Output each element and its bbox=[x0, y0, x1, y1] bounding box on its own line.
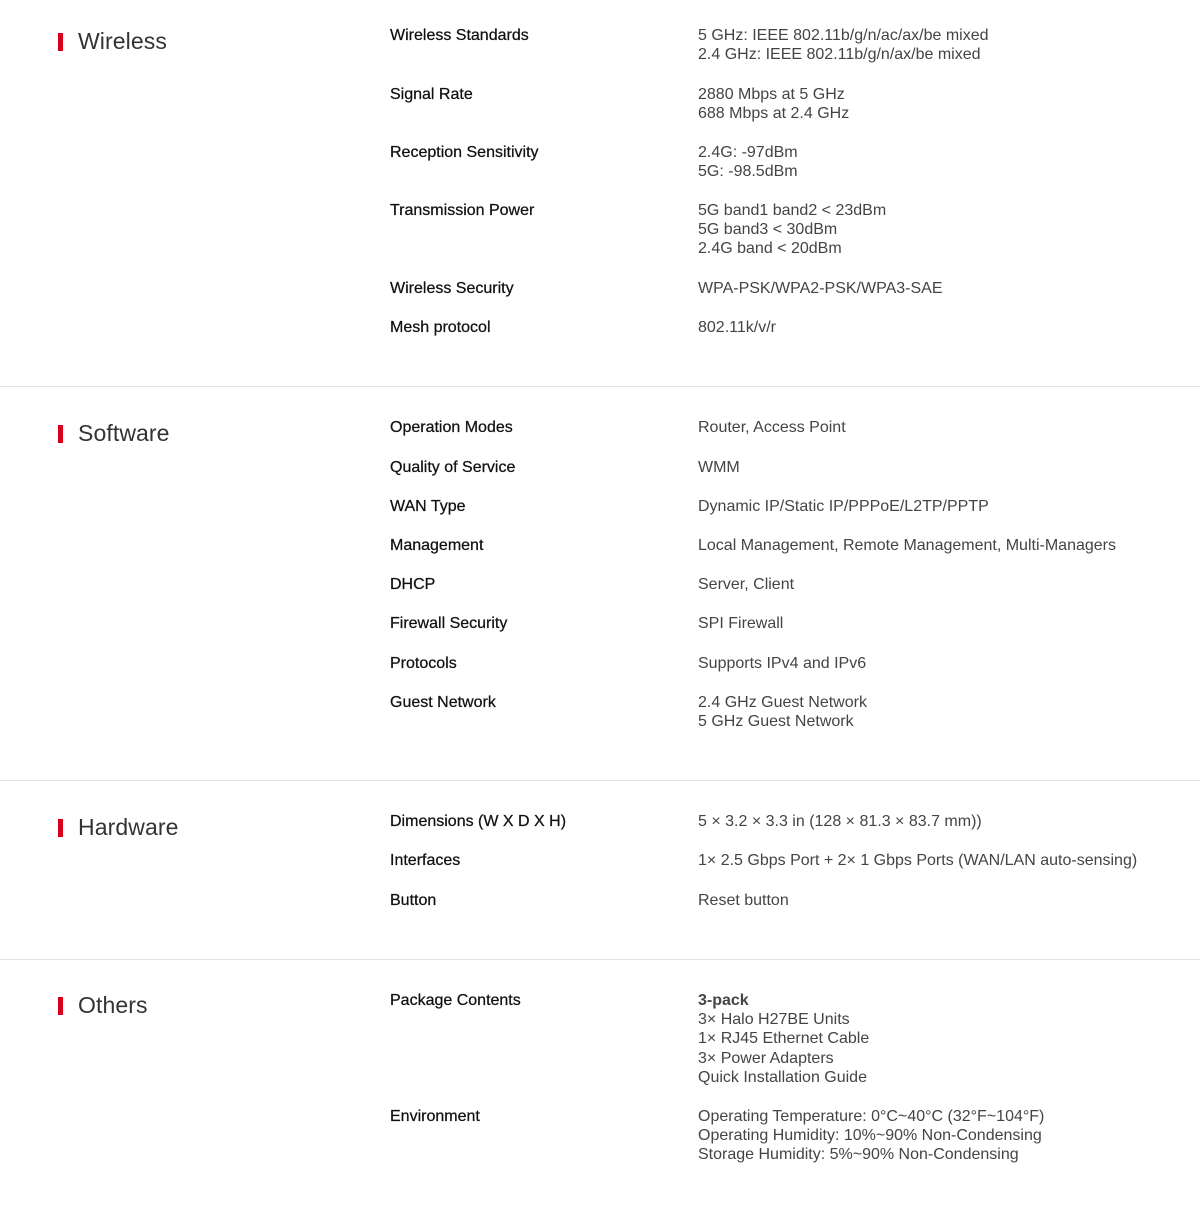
spec-label: Wireless Standards bbox=[390, 27, 529, 44]
spec-label: Mesh protocol bbox=[390, 319, 491, 336]
spec-value-line: Supports IPv4 and IPv6 bbox=[698, 655, 867, 672]
spec-label: DHCP bbox=[390, 576, 436, 593]
spec-value-line: Operating Temperature: 0°C~40°C (32°F~104°F) bbox=[698, 1108, 1045, 1125]
spec-value bbox=[698, 497, 1178, 516]
spec-value bbox=[698, 318, 1178, 337]
spec-value bbox=[698, 26, 1178, 64]
spec-label: Protocols bbox=[390, 655, 457, 672]
spec-value-line: Storage Humidity: 5%~90% Non-Condensing bbox=[698, 1146, 1019, 1164]
spec-value-line: 688 Mbps at 2.4 GHz bbox=[698, 105, 850, 123]
spec-value-line: 1× 2.5 Gbps Port + 2× 1 Gbps Ports (WAN/LAN auto-sensing) bbox=[698, 852, 1138, 869]
spec-value-line: 2.4 GHz Guest Network bbox=[698, 694, 867, 711]
spec-value-line: Dynamic IP/Static IP/PPPoE/L2TP/PPTP bbox=[698, 498, 989, 515]
spec-value bbox=[698, 536, 1178, 555]
section-divider bbox=[0, 780, 1200, 781]
spec-value-line: 3× Halo H27BE Units bbox=[698, 1011, 850, 1029]
spec-value bbox=[698, 891, 1178, 910]
spec-value-line: 5G: -98.5dBm bbox=[698, 163, 798, 181]
spec-value-line: 1× RJ45 Ethernet Cable bbox=[698, 1030, 870, 1048]
section-divider bbox=[0, 386, 1200, 387]
spec-value-line: Operating Humidity: 10%~90% Non-Condensing bbox=[698, 1127, 1042, 1145]
spec-label: Transmission Power bbox=[390, 202, 535, 219]
spec-value bbox=[698, 279, 1178, 298]
spec-value-line: 2880 Mbps at 5 GHz bbox=[698, 86, 845, 103]
spec-value-line: 3× Power Adapters bbox=[698, 1049, 834, 1067]
spec-value bbox=[698, 851, 1178, 870]
spec-value bbox=[698, 991, 1178, 1087]
section-accent-bar bbox=[58, 997, 63, 1015]
section-accent-bar bbox=[58, 425, 63, 443]
spec-label: Signal Rate bbox=[390, 86, 473, 103]
section-title: Others bbox=[78, 992, 148, 1018]
spec-value-line: 5 × 3.2 × 3.3 in (128 × 81.3 × 83.7 mm)) bbox=[698, 813, 982, 830]
spec-value bbox=[698, 654, 1178, 673]
spec-value-line: 802.11k/v/r bbox=[698, 319, 776, 336]
spec-label: Operation Modes bbox=[390, 419, 513, 436]
section-title: Wireless bbox=[78, 28, 167, 54]
section-heading-wireless bbox=[58, 28, 167, 55]
spec-label: Environment bbox=[390, 1108, 480, 1125]
spec-value-line: 5G band3 < 30dBm bbox=[698, 221, 838, 239]
spec-value-line: Reset button bbox=[698, 892, 789, 909]
spec-label: Interfaces bbox=[390, 852, 461, 869]
section-title: Hardware bbox=[78, 814, 179, 840]
spec-value bbox=[698, 458, 1178, 477]
spec-value-line: WPA-PSK/WPA2-PSK/WPA3-SAE bbox=[698, 280, 943, 297]
section-accent-bar bbox=[58, 819, 63, 837]
spec-value-line: WMM bbox=[698, 459, 740, 476]
spec-label: Firewall Security bbox=[390, 615, 508, 632]
spec-value bbox=[698, 1107, 1178, 1165]
spec-label: Dimensions (W X D X H) bbox=[390, 813, 567, 830]
spec-value-line: Local Management, Remote Management, Multi-Managers bbox=[698, 537, 1116, 554]
spec-label: Management bbox=[390, 537, 484, 554]
spec-label: Wireless Security bbox=[390, 280, 514, 297]
spec-value bbox=[698, 575, 1178, 594]
spec-value bbox=[698, 418, 1178, 437]
section-heading-hardware bbox=[58, 814, 179, 841]
spec-value-line: Router, Access Point bbox=[698, 419, 846, 436]
spec-label: WAN Type bbox=[390, 498, 466, 515]
spec-value-line: 2.4G: -97dBm bbox=[698, 144, 798, 161]
spec-value-line: 5 GHz: IEEE 802.11b/g/n/ac/ax/be mixed bbox=[698, 27, 989, 44]
spec-value-line: Server, Client bbox=[698, 576, 795, 593]
spec-label: Button bbox=[390, 892, 437, 909]
spec-value bbox=[698, 201, 1178, 259]
section-divider bbox=[0, 959, 1200, 960]
section-title: Software bbox=[78, 420, 170, 446]
spec-value bbox=[698, 143, 1178, 181]
section-heading-others bbox=[58, 992, 148, 1019]
spec-value bbox=[698, 693, 1178, 731]
spec-value-line: Quick Installation Guide bbox=[698, 1068, 867, 1086]
spec-label: Quality of Service bbox=[390, 459, 516, 476]
spec-label: Reception Sensitivity bbox=[390, 144, 539, 161]
spec-value-line: 2.4 GHz: IEEE 802.11b/g/n/ax/be mixed bbox=[698, 46, 981, 64]
spec-value bbox=[698, 812, 1178, 831]
spec-value-line: 3-pack bbox=[698, 992, 749, 1009]
spec-value-line: 2.4G band < 20dBm bbox=[698, 240, 842, 258]
spec-value bbox=[698, 614, 1178, 633]
section-accent-bar bbox=[58, 33, 63, 51]
spec-value-line: 5G band1 band2 < 23dBm bbox=[698, 202, 887, 219]
spec-value-line: SPI Firewall bbox=[698, 615, 784, 632]
section-heading-software bbox=[58, 420, 170, 447]
spec-label: Package Contents bbox=[390, 992, 521, 1009]
spec-label: Guest Network bbox=[390, 694, 496, 711]
spec-value bbox=[698, 85, 1178, 123]
spec-value-line: 5 GHz Guest Network bbox=[698, 713, 854, 731]
